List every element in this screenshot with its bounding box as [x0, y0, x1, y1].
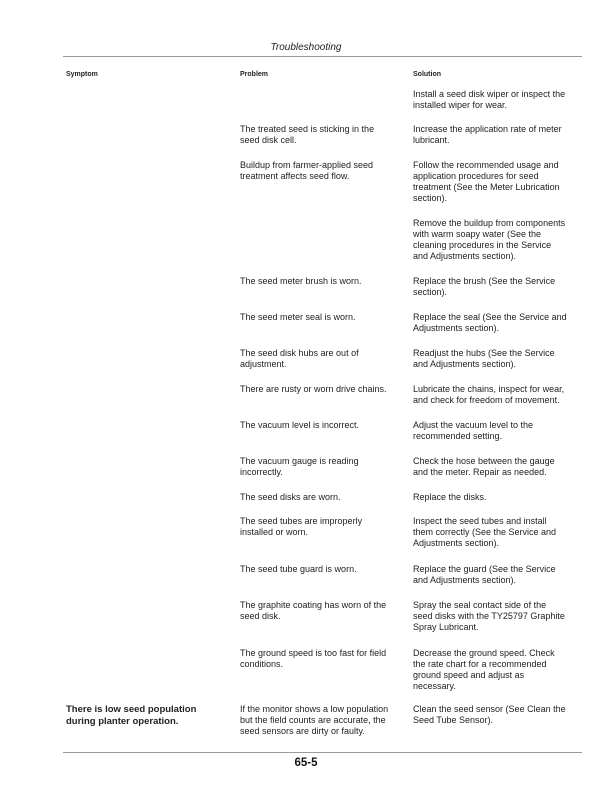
solution-text-line: the rate chart for a recommended: [413, 659, 547, 669]
solution-cell: [413, 600, 565, 633]
problem-cell: [240, 600, 386, 622]
problem-cell: [240, 516, 362, 538]
solution-text-line: Remove the buildup from components: [413, 218, 566, 228]
page-number: 65-5: [294, 757, 318, 769]
solution-cell: [413, 492, 487, 503]
problem-text-line: but the field counts are accurate, the: [240, 715, 386, 725]
footer-rule: [63, 752, 582, 753]
solution-text-line: and the meter. Repair as needed.: [413, 467, 547, 477]
problem-text-line: The vacuum level is incorrect.: [240, 420, 360, 430]
problem-cell: [240, 124, 374, 146]
problem-text-line: installed or worn.: [240, 527, 309, 537]
solution-text-line: Follow the recommended usage and: [413, 160, 559, 170]
solution-cell: [413, 218, 565, 262]
problem-text-line: The seed disk hubs are out of: [240, 348, 359, 358]
solution-cell: [413, 160, 560, 204]
solution-text-line: Replace the disks.: [413, 492, 487, 502]
problem-text-line: seed disk cell.: [240, 135, 297, 145]
solution-text-line: Decrease the ground speed. Check: [413, 648, 555, 658]
solution-text-line: section).: [413, 287, 448, 297]
solution-text-line: and Adjustments section).: [413, 575, 517, 585]
solution-text-line: Replace the guard (See the Service: [413, 564, 556, 574]
header-rule: [63, 56, 582, 57]
solution-text-line: Adjustments section).: [413, 323, 500, 333]
solution-text-line: and Adjustments section).: [413, 359, 517, 369]
problem-text-line: The seed meter seal is worn.: [240, 312, 356, 322]
solution-cell: [413, 89, 565, 111]
solution-text-line: Install a seed disk wiper or inspect the: [413, 89, 566, 99]
problem-cell: [240, 348, 359, 370]
column-header-symptom: Symptom: [66, 71, 98, 78]
problem-text-line: There are rusty or worn drive chains.: [240, 384, 387, 394]
solution-cell: [413, 456, 555, 478]
solution-text-line: Increase the application rate of meter: [413, 124, 562, 134]
problem-text-line: The graphite coating has worn of the: [240, 600, 387, 610]
solution-text-line: treatment (See the Meter Lubrication: [413, 182, 560, 192]
column-header-solution: Solution: [413, 71, 441, 78]
solution-text-line: Lubricate the chains, inspect for wear,: [413, 384, 565, 394]
problem-cell: [240, 456, 359, 478]
solution-text-line: Replace the brush (See the Service: [413, 276, 556, 286]
problem-text-line: The seed tubes are improperly: [240, 516, 363, 526]
symptom-text-line: There is low seed population: [66, 704, 197, 715]
solution-cell: [413, 312, 567, 334]
solution-cell: [413, 648, 555, 692]
solution-cell: [413, 704, 566, 726]
solution-text-line: with warm soapy water (See the: [413, 229, 542, 239]
solution-cell: [413, 420, 533, 442]
solution-text-line: Check the hose between the gauge: [413, 456, 555, 466]
solution-text-line: lubricant.: [413, 135, 450, 145]
solution-text-line: Adjustments section).: [413, 538, 500, 548]
solution-text-line: Seed Tube Sensor).: [413, 715, 494, 725]
solution-text-line: them correctly (See the Service and: [413, 527, 557, 537]
solution-text-line: Readjust the hubs (See the Service: [413, 348, 555, 358]
solution-cell: [413, 516, 556, 549]
problem-text-line: adjustment.: [240, 359, 287, 369]
problem-text-line: The ground speed is too fast for field: [240, 648, 387, 658]
solution-text-line: seed disks with the TY25797 Graphite: [413, 611, 565, 621]
problem-text-line: The seed disks are worn.: [240, 492, 341, 502]
solution-text-line: ground speed and adjust as: [413, 670, 525, 680]
solution-cell: [413, 348, 555, 370]
solution-cell: [413, 564, 556, 586]
problem-text-line: The seed meter brush is worn.: [240, 276, 362, 286]
column-header-problem: Problem: [240, 71, 269, 78]
solution-cell: [413, 384, 564, 406]
solution-text-line: Clean the seed sensor (See Clean the: [413, 704, 566, 714]
symptom-cell: [66, 704, 196, 727]
symptom-text-line: during planter operation.: [66, 715, 179, 727]
solution-text-line: recommended setting.: [413, 431, 503, 441]
solution-text-line: cleaning procedures in the Service: [413, 240, 552, 250]
problem-text-line: treatment affects seed flow.: [240, 171, 350, 181]
solution-text-line: necessary.: [413, 681, 456, 691]
page-header: Troubleshooting: [270, 42, 342, 53]
solution-text-line: Inspect the seed tubes and install: [413, 516, 547, 526]
solution-text-line: installed wiper for wear.: [413, 100, 508, 110]
problem-text-line: The seed tube guard is worn.: [240, 564, 357, 574]
problem-cell: [240, 276, 362, 287]
solution-text-line: Replace the seal (See the Service and: [413, 312, 567, 322]
problem-cell: [240, 564, 357, 575]
solution-text-line: Adjust the vacuum level to the: [413, 420, 534, 430]
solution-text-line: and Adjustments section).: [413, 251, 517, 261]
solution-cell: [413, 276, 555, 298]
problem-cell: [240, 420, 359, 431]
problem-text-line: conditions.: [240, 659, 284, 669]
problem-cell: [240, 492, 341, 503]
solution-text-line: section).: [413, 193, 448, 203]
problem-text-line: incorrectly.: [240, 467, 283, 477]
solution-text-line: Spray Lubricant.: [413, 622, 479, 632]
problem-text-line: seed sensors are dirty or faulty.: [240, 726, 365, 736]
problem-text-line: seed disk.: [240, 611, 281, 621]
problem-text-line: Buildup from farmer-applied seed: [240, 160, 374, 170]
problem-cell: [240, 704, 388, 737]
solution-text-line: application procedures for seed: [413, 171, 539, 181]
problem-text-line: The treated seed is sticking in the: [240, 124, 375, 134]
solution-text-line: Spray the seal contact side of the: [413, 600, 547, 610]
problem-cell: [240, 648, 386, 670]
problem-cell: [240, 384, 387, 395]
solution-cell: [413, 124, 562, 146]
problem-cell: [240, 312, 356, 323]
problem-cell: [240, 160, 373, 182]
problem-text-line: The vacuum gauge is reading: [240, 456, 359, 466]
solution-text-line: and check for freedom of movement.: [413, 395, 560, 405]
problem-text-line: If the monitor shows a low population: [240, 704, 389, 714]
